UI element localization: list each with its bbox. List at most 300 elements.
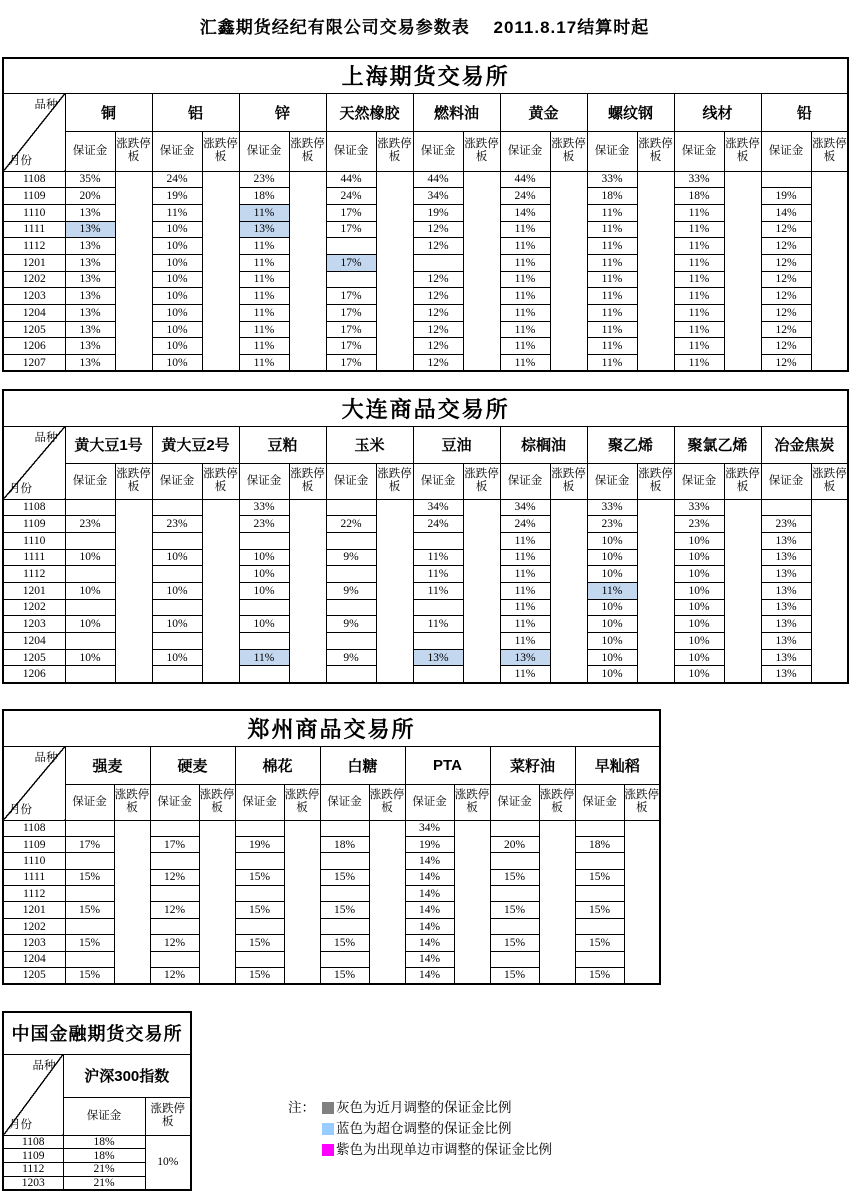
margin-value-cell [326, 599, 376, 616]
margin-value-cell-highlighted: 13% [239, 221, 289, 238]
margin-value-cell: 13% [761, 666, 811, 683]
limit-header: 涨跌停板 [369, 784, 405, 820]
table-title: 郑州商品交易所 [3, 710, 660, 746]
margin-value-cell: 12% [413, 238, 463, 255]
commodity-header: 沪深300指数 [63, 1054, 191, 1097]
limit-header: 涨跌停板 [284, 784, 320, 820]
margin-value-cell: 33% [674, 171, 724, 188]
corner-species-label: 品种 [34, 98, 58, 111]
margin-header: 保证金 [500, 131, 550, 171]
margin-value-cell: 10% [152, 549, 202, 566]
margin-value-cell: 12% [761, 254, 811, 271]
margin-value-cell [150, 820, 199, 836]
margin-value-cell [320, 918, 369, 934]
margin-value-cell: 14% [405, 918, 454, 934]
margin-value-cell: 10% [152, 649, 202, 666]
commodity-header: 聚氯乙烯 [674, 426, 761, 463]
margin-value-cell: 12% [761, 238, 811, 255]
margin-value-cell: 15% [235, 935, 284, 951]
margin-value-cell: 11% [674, 204, 724, 221]
margin-value-cell [65, 853, 114, 869]
table-title: 大连商品交易所 [3, 390, 848, 426]
margin-value-cell: 10% [152, 616, 202, 633]
limit-header: 涨跌停板 [724, 463, 761, 499]
commodity-header: 豆粕 [239, 426, 326, 463]
month-cell: 1207 [3, 355, 65, 372]
margin-value-cell: 23% [152, 516, 202, 533]
limit-column-cell: 10% [145, 1135, 191, 1190]
table-dalian-commodity-exchange [2, 389, 847, 684]
margin-value-cell [150, 886, 199, 902]
margin-value-cell: 11% [587, 271, 637, 288]
limit-header: 涨跌停板 [289, 463, 326, 499]
margin-value-cell: 14% [405, 968, 454, 984]
margin-value-cell: 13% [65, 254, 115, 271]
month-cell: 1110 [3, 204, 65, 221]
limit-column-cell [115, 171, 152, 371]
margin-value-cell: 24% [500, 188, 550, 205]
margin-header: 保证金 [413, 131, 463, 171]
margin-value-cell: 11% [500, 549, 550, 566]
commodity-header: 铜 [65, 93, 152, 131]
margin-value-cell: 12% [413, 305, 463, 322]
limit-header: 涨跌停板 [145, 1097, 191, 1135]
margin-header: 保证金 [65, 463, 115, 499]
margin-value-cell: 11% [587, 321, 637, 338]
margin-value-cell: 44% [413, 171, 463, 188]
commodity-header: 棕榈油 [500, 426, 587, 463]
commodity-header: 黄大豆2号 [152, 426, 239, 463]
margin-value-cell: 10% [674, 549, 724, 566]
margin-value-cell: 11% [500, 338, 550, 355]
margin-value-cell: 11% [500, 566, 550, 583]
margin-value-cell [413, 532, 463, 549]
margin-value-cell: 13% [761, 649, 811, 666]
margin-value-cell [150, 951, 199, 967]
margin-value-cell-highlighted: 13% [500, 649, 550, 666]
table-zhengzhou-commodity-exchange [2, 709, 660, 985]
margin-value-cell: 11% [239, 271, 289, 288]
margin-value-cell: 14% [761, 204, 811, 221]
margin-value-cell [65, 951, 114, 967]
margin-header: 保证金 [587, 463, 637, 499]
margin-value-cell [413, 633, 463, 650]
margin-value-cell: 13% [761, 599, 811, 616]
margin-value-cell: 11% [500, 633, 550, 650]
corner-cell [3, 93, 65, 171]
margin-value-cell [320, 951, 369, 967]
limit-column-cell [637, 171, 674, 371]
margin-value-cell: 10% [674, 599, 724, 616]
margin-value-cell [152, 532, 202, 549]
margin-value-cell: 11% [239, 238, 289, 255]
commodity-header: 黄大豆1号 [65, 426, 152, 463]
commodity-header: 强麦 [65, 746, 150, 784]
limit-column-cell [202, 499, 239, 683]
margin-value-cell: 10% [674, 582, 724, 599]
month-cell: 1203 [3, 1176, 63, 1190]
margin-header: 保证金 [65, 131, 115, 171]
margin-value-cell-highlighted: 11% [239, 649, 289, 666]
margin-value-cell: 12% [413, 338, 463, 355]
margin-value-cell [575, 820, 624, 836]
margin-value-cell: 13% [761, 633, 811, 650]
margin-value-cell: 12% [761, 221, 811, 238]
margin-value-cell: 24% [152, 171, 202, 188]
margin-value-cell: 11% [674, 254, 724, 271]
commodity-header: 白糖 [320, 746, 405, 784]
margin-value-cell [65, 918, 114, 934]
margin-value-cell: 13% [761, 566, 811, 583]
limit-header: 涨跌停板 [114, 784, 150, 820]
month-cell: 1205 [3, 968, 65, 984]
gray-swatch-icon [322, 1102, 334, 1114]
commodity-header: 铝 [152, 93, 239, 131]
limit-column-cell [463, 171, 500, 371]
margin-value-cell [235, 886, 284, 902]
month-cell: 1206 [3, 666, 65, 683]
month-cell: 1109 [3, 836, 65, 852]
margin-header: 保证金 [674, 131, 724, 171]
month-cell: 1112 [3, 886, 65, 902]
margin-value-cell: 12% [150, 902, 199, 918]
margin-value-cell: 10% [674, 566, 724, 583]
margin-value-cell: 24% [326, 188, 376, 205]
margin-header: 保证金 [63, 1097, 145, 1135]
margin-value-cell-highlighted: 11% [587, 582, 637, 599]
margin-value-cell [575, 886, 624, 902]
margin-value-cell: 33% [674, 499, 724, 516]
margin-value-cell: 13% [761, 549, 811, 566]
margin-value-cell: 11% [587, 221, 637, 238]
margin-value-cell: 14% [405, 853, 454, 869]
table-shanghai-futures-exchange [2, 57, 847, 372]
limit-column-cell [376, 171, 413, 371]
margin-value-cell: 14% [405, 869, 454, 885]
margin-value-cell: 11% [587, 355, 637, 372]
margin-value-cell: 15% [575, 902, 624, 918]
margin-header: 保证金 [320, 784, 369, 820]
margin-value-cell-highlighted: 11% [239, 204, 289, 221]
margin-value-cell: 11% [587, 238, 637, 255]
margin-value-cell [490, 951, 539, 967]
margin-value-cell: 11% [500, 238, 550, 255]
legend-row-gray [288, 1097, 552, 1118]
legend-row-blue [288, 1118, 552, 1139]
margin-value-cell: 14% [405, 951, 454, 967]
corner-month-label: 月份 [9, 1118, 32, 1131]
margin-value-cell: 11% [239, 288, 289, 305]
limit-column-cell [289, 499, 326, 683]
margin-value-cell: 13% [65, 338, 115, 355]
margin-value-cell: 10% [152, 582, 202, 599]
margin-value-cell [326, 532, 376, 549]
margin-value-cell: 13% [65, 271, 115, 288]
margin-header: 保证金 [500, 463, 550, 499]
margin-value-cell: 11% [500, 616, 550, 633]
table-china-financial-futures-exchange [2, 1011, 192, 1191]
margin-value-cell [152, 499, 202, 516]
margin-header: 保证金 [152, 463, 202, 499]
exchange-table-zhengzhou [2, 709, 661, 985]
margin-value-cell: 15% [575, 968, 624, 984]
corner-species-label: 品种 [34, 431, 58, 444]
month-cell: 1112 [3, 238, 65, 255]
margin-value-cell [235, 918, 284, 934]
margin-value-cell [490, 820, 539, 836]
commodity-header: 菜籽油 [490, 746, 575, 784]
margin-value-cell: 11% [500, 599, 550, 616]
margin-value-cell [235, 951, 284, 967]
month-cell: 1202 [3, 599, 65, 616]
margin-value-cell: 15% [235, 968, 284, 984]
margin-value-cell: 18% [239, 188, 289, 205]
margin-value-cell: 15% [490, 902, 539, 918]
limit-column-cell [115, 499, 152, 683]
margin-value-cell: 12% [761, 355, 811, 372]
margin-value-cell: 10% [65, 616, 115, 633]
commodity-header: 棉花 [235, 746, 320, 784]
margin-value-cell [239, 532, 289, 549]
month-cell: 1112 [3, 566, 65, 583]
margin-value-cell: 11% [674, 271, 724, 288]
margin-value-cell: 10% [674, 633, 724, 650]
legend-item-text-magenta: 紫色为出现单边市调整的保证金比例 [336, 1142, 552, 1157]
limit-header: 涨跌停板 [115, 463, 152, 499]
commodity-header: 冶金焦炭 [761, 426, 848, 463]
margin-value-cell: 13% [65, 355, 115, 372]
margin-value-cell: 24% [413, 516, 463, 533]
margin-value-cell: 10% [674, 532, 724, 549]
month-cell: 1111 [3, 869, 65, 885]
limit-header: 涨跌停板 [115, 131, 152, 171]
margin-value-cell: 44% [500, 171, 550, 188]
page-title: 汇鑫期货经纪有限公司交易参数表 2011.8.17结算时起 [199, 18, 650, 37]
margin-value-cell: 20% [490, 836, 539, 852]
margin-value-cell: 11% [239, 305, 289, 322]
margin-value-cell: 12% [150, 935, 199, 951]
margin-value-cell: 18% [674, 188, 724, 205]
margin-value-cell: 11% [674, 321, 724, 338]
margin-value-cell [65, 499, 115, 516]
margin-value-cell: 10% [239, 549, 289, 566]
corner-species-label: 品种 [34, 751, 58, 764]
table-title: 上海期货交易所 [3, 58, 848, 93]
margin-value-cell: 11% [674, 288, 724, 305]
margin-value-cell [65, 599, 115, 616]
margin-value-cell: 15% [65, 902, 114, 918]
margin-value-cell: 10% [152, 321, 202, 338]
margin-value-cell [413, 666, 463, 683]
margin-value-cell: 11% [413, 616, 463, 633]
margin-value-cell: 44% [326, 171, 376, 188]
margin-value-cell: 10% [587, 649, 637, 666]
commodity-header: 燃料油 [413, 93, 500, 131]
margin-value-cell: 19% [235, 836, 284, 852]
limit-header: 涨跌停板 [550, 463, 587, 499]
margin-value-cell: 21% [63, 1163, 145, 1177]
commodity-header: 锌 [239, 93, 326, 131]
limit-column-cell [369, 820, 405, 984]
margin-value-cell: 10% [587, 633, 637, 650]
limit-column-cell [811, 499, 848, 683]
margin-value-cell: 15% [320, 902, 369, 918]
margin-value-cell: 24% [500, 516, 550, 533]
month-cell: 1205 [3, 321, 65, 338]
margin-value-cell: 12% [413, 271, 463, 288]
month-cell: 1108 [3, 499, 65, 516]
margin-value-cell: 13% [65, 305, 115, 322]
limit-header: 涨跌停板 [199, 784, 235, 820]
exchange-table-dalian [2, 389, 849, 684]
margin-value-cell [65, 820, 114, 836]
margin-value-cell: 9% [326, 549, 376, 566]
margin-value-cell: 14% [405, 886, 454, 902]
limit-header: 涨跌停板 [454, 784, 490, 820]
margin-value-cell: 10% [674, 616, 724, 633]
month-cell: 1108 [3, 1135, 63, 1149]
margin-value-cell [65, 566, 115, 583]
margin-value-cell: 23% [239, 171, 289, 188]
margin-value-cell: 23% [65, 516, 115, 533]
margin-value-cell: 15% [490, 935, 539, 951]
limit-header: 涨跌停板 [376, 131, 413, 171]
limit-header: 涨跌停板 [637, 131, 674, 171]
margin-header: 保证金 [326, 463, 376, 499]
limit-header: 涨跌停板 [463, 131, 500, 171]
margin-value-cell: 11% [413, 566, 463, 583]
margin-value-cell [65, 666, 115, 683]
margin-value-cell: 19% [413, 204, 463, 221]
legend-item-text-blue: 蓝色为超仓调整的保证金比例 [336, 1121, 512, 1136]
corner-cell [3, 426, 65, 499]
margin-value-cell: 13% [65, 204, 115, 221]
margin-value-cell: 15% [490, 869, 539, 885]
margin-value-cell [239, 633, 289, 650]
margin-value-cell [65, 886, 114, 902]
margin-value-cell: 11% [674, 221, 724, 238]
limit-header: 涨跌停板 [463, 463, 500, 499]
margin-value-cell [326, 666, 376, 683]
margin-value-cell [326, 633, 376, 650]
margin-value-cell: 17% [326, 221, 376, 238]
margin-value-cell: 11% [500, 305, 550, 322]
commodity-header: PTA [405, 746, 490, 784]
month-cell: 1203 [3, 616, 65, 633]
margin-value-cell: 15% [65, 869, 114, 885]
margin-value-cell: 11% [239, 254, 289, 271]
margin-value-cell: 12% [761, 305, 811, 322]
margin-value-cell: 17% [150, 836, 199, 852]
margin-value-cell: 34% [500, 499, 550, 516]
limit-header: 涨跌停板 [289, 131, 326, 171]
month-cell: 1112 [3, 1163, 63, 1177]
limit-column-cell [539, 820, 575, 984]
margin-value-cell-highlighted: 13% [65, 221, 115, 238]
month-cell: 1202 [3, 271, 65, 288]
commodity-header: 豆油 [413, 426, 500, 463]
margin-value-cell: 14% [405, 935, 454, 951]
legend [288, 1097, 552, 1160]
blue-swatch-icon [322, 1123, 334, 1135]
exchange-table-shanghai [2, 57, 849, 372]
magenta-swatch-icon [322, 1144, 334, 1156]
margin-value-cell: 11% [674, 305, 724, 322]
limit-column-cell [637, 499, 674, 683]
margin-value-cell [239, 599, 289, 616]
margin-value-cell: 19% [152, 188, 202, 205]
margin-value-cell [326, 238, 376, 255]
commodity-header: 线材 [674, 93, 761, 131]
margin-value-cell: 15% [575, 869, 624, 885]
margin-value-cell [490, 918, 539, 934]
margin-value-cell: 20% [65, 188, 115, 205]
month-cell: 1205 [3, 649, 65, 666]
limit-column-cell [202, 171, 239, 371]
margin-value-cell: 11% [587, 288, 637, 305]
margin-value-cell [320, 820, 369, 836]
margin-value-cell: 15% [490, 968, 539, 984]
corner-month-label: 月份 [9, 154, 32, 167]
limit-column-cell [454, 820, 490, 984]
margin-value-cell: 11% [500, 532, 550, 549]
margin-value-cell: 11% [587, 254, 637, 271]
margin-value-cell: 11% [500, 355, 550, 372]
legend-row-magenta [288, 1139, 552, 1160]
limit-column-cell [550, 171, 587, 371]
margin-value-cell: 10% [65, 649, 115, 666]
commodity-header: 玉米 [326, 426, 413, 463]
margin-value-cell: 23% [239, 516, 289, 533]
corner-cell [3, 1054, 63, 1135]
margin-value-cell: 11% [587, 338, 637, 355]
month-cell: 1204 [3, 951, 65, 967]
margin-header: 保证金 [152, 131, 202, 171]
corner-species-label: 品种 [32, 1059, 56, 1072]
margin-value-cell: 9% [326, 649, 376, 666]
margin-value-cell: 11% [500, 321, 550, 338]
margin-value-cell: 10% [65, 549, 115, 566]
margin-value-cell [320, 853, 369, 869]
limit-header: 涨跌停板 [202, 463, 239, 499]
margin-value-cell [150, 853, 199, 869]
margin-value-cell: 17% [326, 355, 376, 372]
margin-value-cell: 13% [65, 238, 115, 255]
margin-value-cell: 19% [405, 836, 454, 852]
month-cell: 1111 [3, 221, 65, 238]
month-cell: 1111 [3, 549, 65, 566]
table-title: 中国金融期货交易所 [3, 1012, 191, 1054]
margin-value-cell: 15% [320, 968, 369, 984]
limit-header: 涨跌停板 [811, 131, 848, 171]
margin-value-cell: 10% [239, 566, 289, 583]
limit-header: 涨跌停板 [811, 463, 848, 499]
limit-column-cell [811, 171, 848, 371]
margin-value-cell: 13% [761, 616, 811, 633]
margin-value-cell: 19% [761, 188, 811, 205]
margin-value-cell: 10% [65, 582, 115, 599]
margin-value-cell: 11% [674, 338, 724, 355]
margin-value-cell [152, 566, 202, 583]
limit-header: 涨跌停板 [539, 784, 575, 820]
limit-column-cell [624, 820, 660, 984]
margin-value-cell: 10% [152, 254, 202, 271]
margin-value-cell: 14% [405, 902, 454, 918]
margin-value-cell: 10% [152, 338, 202, 355]
month-cell: 1201 [3, 254, 65, 271]
month-cell: 1201 [3, 582, 65, 599]
margin-value-cell: 9% [326, 582, 376, 599]
